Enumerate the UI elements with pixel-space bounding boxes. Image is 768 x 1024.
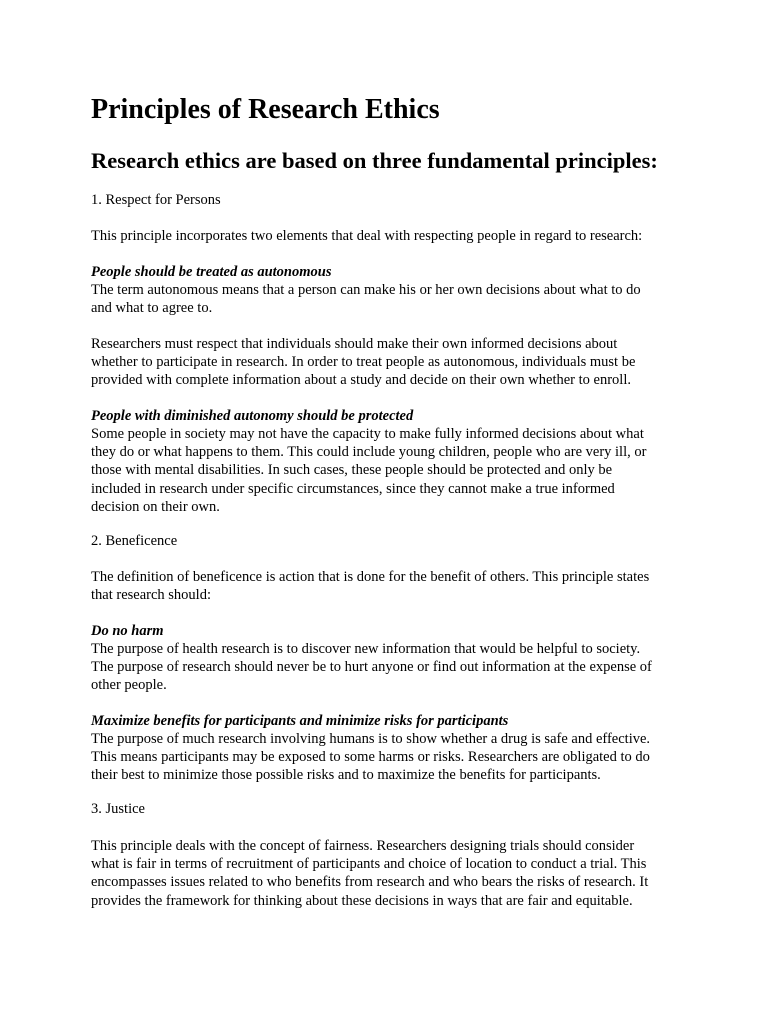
page-subtitle: Research ethics are based on three fundamental principles: (91, 148, 658, 173)
text-line: their best to minimize those possible risks and to maximize the benefits for participants. (91, 767, 601, 784)
section-intro-justice (91, 837, 691, 910)
text-line: This means participants may be exposed to some harms or risks. Researchers are obligated to do (91, 749, 650, 766)
paragraph-autonomous-definition (91, 281, 691, 317)
text-line: Some people in society may not have the capacity to make fully informed decisions about what (91, 426, 644, 442)
text-line: included in research under specific circumstances, since they cannot make a true informed (91, 480, 615, 497)
text-line: what is fair in terms of recruitment of participants and choice of location to conduct a trial. This (91, 856, 647, 873)
section-heading-respect: 1. Respect for Persons (91, 192, 221, 208)
text-line: encompasses issues related to who benefits from research and who bears the risks of research. It (91, 874, 649, 891)
text-line: they do or what happens to them. This could include young children, people who are very ill, or (91, 444, 647, 461)
text-line: decision on their own. (91, 498, 220, 515)
text-line: whether to participate in research. In order to treat people as autonomous, individuals must be (91, 354, 636, 371)
section-intro-beneficence (91, 568, 691, 604)
section-intro-respect (91, 227, 691, 245)
text-line: that research should: (91, 587, 211, 604)
text-line: This principle incorporates two elements that deal with respecting people in regard to research: (91, 228, 643, 244)
paragraph-informed-decisions (91, 335, 691, 390)
text-line: other people. (91, 677, 167, 694)
text-line: The purpose of health research is to discover new information that would be helpful to society. (91, 641, 641, 657)
subheading-do-no-harm: Do no harm (91, 623, 164, 639)
text-line: This principle deals with the concept of fairness. Researchers designing trials should consider (91, 838, 635, 854)
section-heading-justice: 3. Justice (91, 801, 145, 817)
paragraph-maximize-benefits (91, 730, 691, 785)
text-line: those with mental disabilities. In such cases, these people should be protected and only be (91, 462, 613, 479)
subheading-diminished-autonomy: People with diminished autonomy should be protected (91, 408, 414, 424)
paragraph-do-no-harm (91, 640, 691, 695)
text-line: and what to agree to. (91, 300, 213, 317)
text-line: provides the framework for thinking about these decisions in ways that are fair and equitable. (91, 892, 633, 909)
text-line: The purpose of much research involving humans is to show whether a drug is safe and effective. (91, 731, 651, 747)
text-line: The definition of beneficence is action that is done for the benefit of others. This principle states (91, 569, 650, 585)
subheading-autonomous: People should be treated as autonomous (91, 264, 332, 280)
paragraph-diminished-autonomy (91, 425, 691, 516)
subheading-maximize-benefits: Maximize benefits for participants and minimize risks for participants (91, 713, 509, 729)
page-title: Principles of Research Ethics (91, 94, 440, 125)
text-line: provided with complete information about a study and decide on their own whether to enroll. (91, 372, 631, 389)
text-line: Researchers must respect that individuals should make their own informed decisions about (91, 336, 618, 352)
section-heading-beneficence: 2. Beneficence (91, 533, 178, 549)
text-line: The term autonomous means that a person can make his or her own decisions about what to do (91, 282, 641, 298)
text-line: The purpose of research should never be to hurt anyone or find out information at the expense of (91, 659, 652, 676)
